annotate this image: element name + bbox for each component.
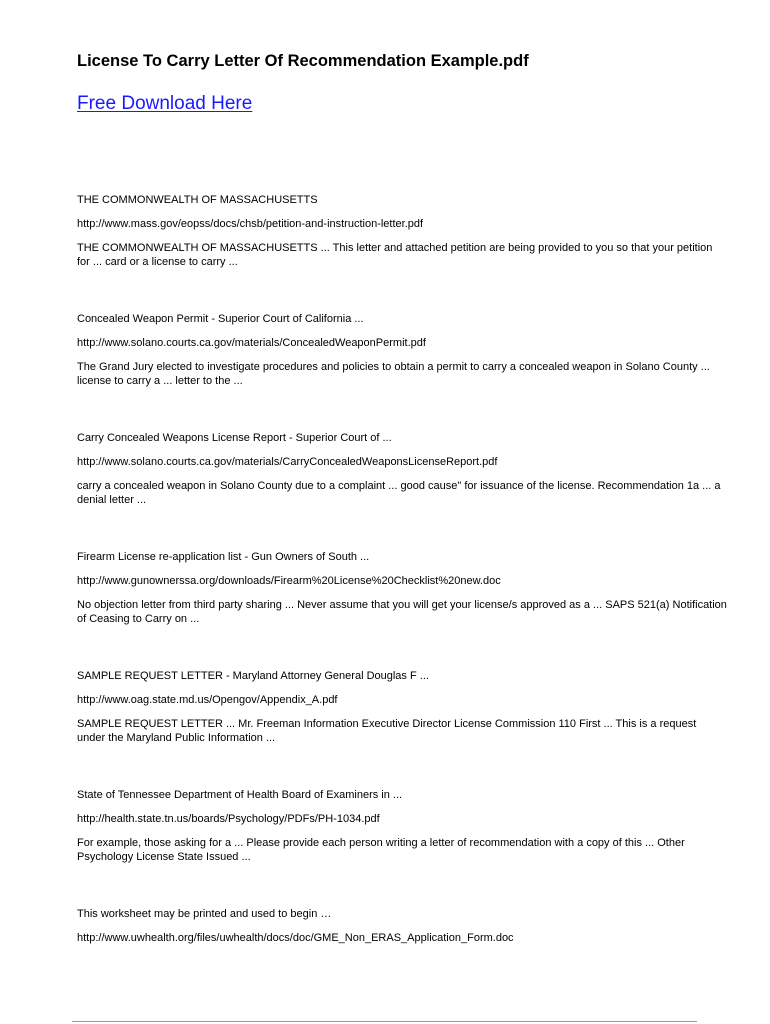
result-title: Firearm License re-application list - Gun Owners of South ... xyxy=(77,551,370,563)
result-snippet: The Grand Jury elected to investigate procedures and policies to obtain a permit to carry a concealed weapon in Solano County ... license to carry a ... letter to the ... xyxy=(77,361,710,387)
result-title: THE COMMONWEALTH OF MASSACHUSETTS xyxy=(77,194,318,206)
result-snippet: For example, those asking for a ... Please provide each person writing a letter of recommendation with a copy of this ... Other Psychology License State Issued ... xyxy=(77,837,685,863)
result-title: Concealed Weapon Permit - Superior Court of California ... xyxy=(77,313,364,325)
result-title: SAMPLE REQUEST LETTER - Maryland Attorney General Douglas F ... xyxy=(77,670,429,682)
result-snippet: carry a concealed weapon in Solano County due to a complaint ... good cause" for issuance of the license. Recommendation 1a ... a denial letter ... xyxy=(77,480,721,506)
result-snippet: No objection letter from third party sharing ... Never assume that you will get your license/s approved as a ... SAPS 521(a) Notification of Ceasing to Carry on ... xyxy=(77,599,727,625)
footer-divider xyxy=(72,1021,697,1022)
result-entry xyxy=(77,312,727,388)
document-title: License To Carry Letter Of Recommendation Example.pdf xyxy=(77,52,529,70)
result-snippet: THE COMMONWEALTH OF MASSACHUSETTS ... This letter and attached petition are being provided to you so that your petition for ... card or a license to carry ... xyxy=(77,242,713,268)
result-entry xyxy=(77,907,727,945)
result-entry xyxy=(77,431,727,507)
result-title: Carry Concealed Weapons License Report - Superior Court of ... xyxy=(77,432,392,444)
result-url[interactable]: http://www.gunownerssa.org/downloads/Firearm%20License%20Checklist%20new.doc xyxy=(77,575,501,587)
result-url[interactable]: http://www.uwhealth.org/files/uwhealth/docs/doc/GME_Non_ERAS_Application_Form.doc xyxy=(77,932,514,944)
result-entry xyxy=(77,193,727,269)
result-url[interactable]: http://www.solano.courts.ca.gov/materials/CarryConcealedWeaponsLicenseReport.pdf xyxy=(77,456,498,468)
result-url[interactable]: http://www.oag.state.md.us/Opengov/Appendix_A.pdf xyxy=(77,694,338,706)
result-title: State of Tennessee Department of Health Board of Examiners in ... xyxy=(77,789,403,801)
result-entry xyxy=(77,669,727,745)
result-snippet: SAMPLE REQUEST LETTER ... Mr. Freeman Information Executive Director License Commission 110 First ... This is a request under the Maryland Public Information ... xyxy=(77,718,697,744)
result-entry xyxy=(77,788,727,864)
free-download-link[interactable]: Free Download Here xyxy=(77,93,253,114)
result-url[interactable]: http://www.solano.courts.ca.gov/materials/ConcealedWeaponPermit.pdf xyxy=(77,337,426,349)
result-url[interactable]: http://health.state.tn.us/boards/Psychology/PDFs/PH-1034.pdf xyxy=(77,813,380,825)
result-url[interactable]: http://www.mass.gov/eopss/docs/chsb/petition-and-instruction-letter.pdf xyxy=(77,218,424,230)
result-title: This worksheet may be printed and used to begin … xyxy=(77,908,332,920)
result-list xyxy=(77,193,727,988)
result-entry xyxy=(77,550,727,626)
